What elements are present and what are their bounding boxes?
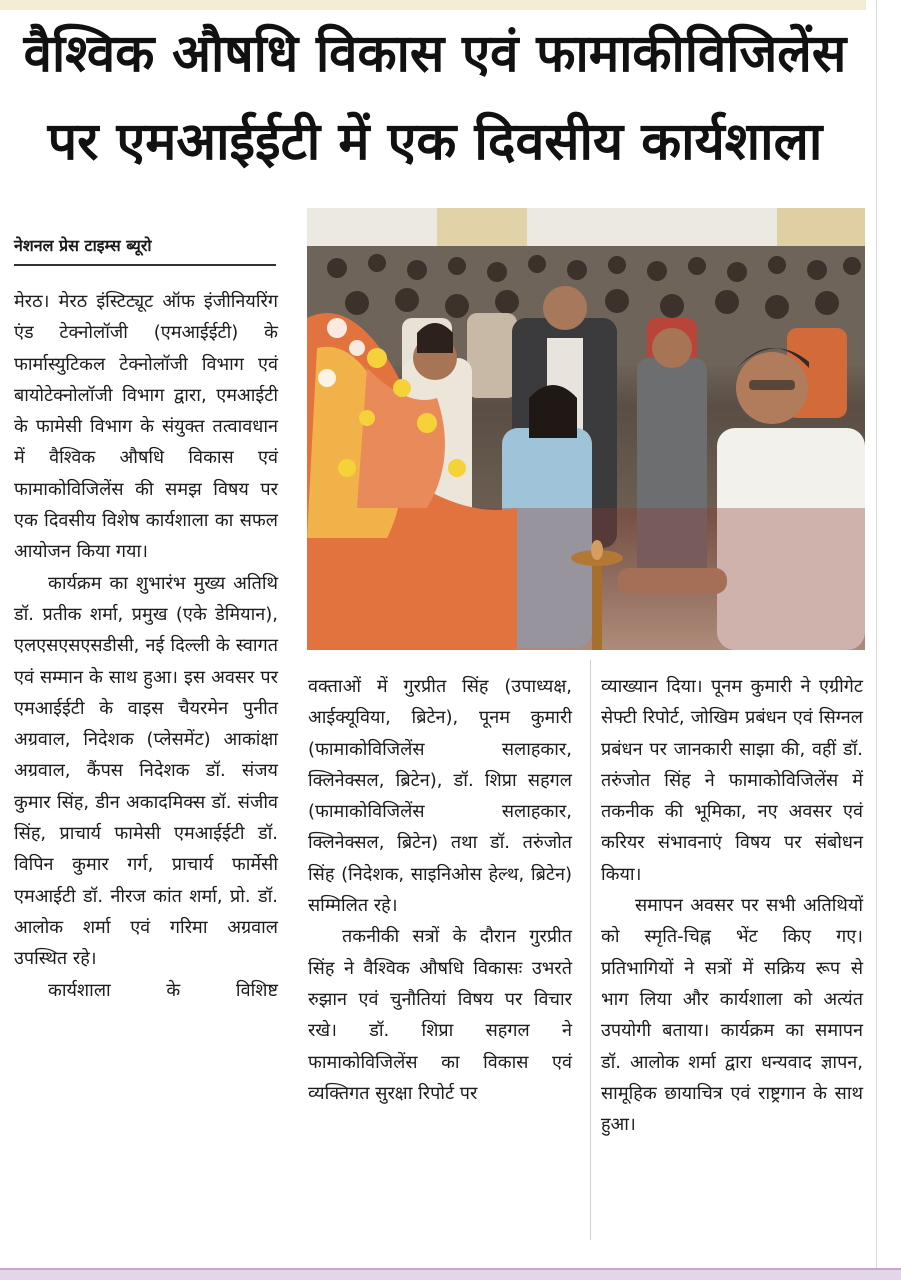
article-column-1 xyxy=(14,286,278,1006)
headline-line-1: वैश्विक औषधि विकास एवं फामाकीविजिलेंस xyxy=(23,24,847,84)
article-column-2 xyxy=(308,671,572,1109)
article-column-3 xyxy=(601,671,863,1140)
paragraph-speakers-start: कार्यशाला के विशिष्ट xyxy=(48,979,278,1001)
previous-article-strip xyxy=(0,0,866,10)
bottom-strip xyxy=(0,1270,901,1280)
paragraph-technical-sessions: तकनीकी सत्रों के दौरान गुरप्रीत सिंह ने वैश्विक औषधि विकासः उभरते रुझान एवं चुनौतियां विषय पर विचार रखे। डॉ. शिप्रा सहगल ने फामाकोविजिलेंस का विकास एवं व्यक्तिगत सुरक्षा रिपोर्ट पर xyxy=(308,926,572,1104)
byline: नेशनल प्रेस टाइम्स ब्यूरो xyxy=(14,234,276,266)
paragraph-inauguration: कार्यक्रम का शुभारंभ मुख्य अतिथि डॉ. प्रतीक शर्मा, प्रमुख (एके डेमियान), एलएसएसएसडीसी, नई दिल्ली के स्वागत एवं सम्मान के साथ हुआ। इस अवसर पर एमआईईटी के वाइस चैयरमेन पुनीत अग्रवाल, निदेशक (प्लेसमेंट) आकांक्षा अग्रवाल, कैंपस निदेशक डॉ. संजय कुमार सिंह, डीन अकादमिक्स डॉ. संजीव सिंह, प्राचार्य फामेसी एमआईईटी डॉ. विपिन कुमार गर्ग, प्राचार्य फार्मेसी एमआईटी डॉ. नीरज कांत शर्मा, प्रो. डॉ. आलोक शर्मा एवं गरिमा अग्रवाल उपस्थित रहे। xyxy=(14,572,278,970)
paragraph-intro: मेरठ। मेरठ इंस्टिट्यूट ऑफ इंजीनियरिंग एंड टेक्नोलॉजी (एमआईईटी) के फार्मास्युटिकल टेक्नोलॉजी विभाग एवं बायोटेक्नोलॉजी विभाग द्वारा, एमआईटी के फामेसी विभाग के संयुक्त तत्वावधान में वैश्विक औषधि विकास एवं फामाकोविजिलेंस की समझ विषय पर एक दिवसीय विशेष कार्यशाला का सफल आयोजन किया गया। xyxy=(14,291,278,563)
column-divider xyxy=(590,660,591,1240)
page-gutter xyxy=(876,0,877,1270)
headline-line-2: पर एमआईईटी में एक दिवसीय कार्यशाला xyxy=(47,112,823,172)
paragraph-sessions-continued: व्याख्यान दिया। पूनम कुमारी ने एग्रीगेट सेफ्टी रिपोर्ट, जोखिम प्रबंधन एवं सिग्नल प्रबंधन पर जानकारी साझा की, वहीं डॉ. तरुंजोत सिंह ने फामाकोविजिलेंस में तकनीक की भूमिका, नए अवसर एवं करियर संभावनाएं विषय पर संबोधन किया। xyxy=(601,676,863,885)
event-photo-illustration xyxy=(307,208,865,650)
event-photo xyxy=(307,208,865,650)
paragraph-closing: समापन अवसर पर सभी अतिथियों को स्मृति-चिह्न भेंट किए गए। प्रतिभागियों ने सत्रों में सक्रिय रूप से भाग लिया और कार्यशाला को अत्यंत उपयोगी बताया। कार्यक्रम का समापन डॉ. आलोक शर्मा द्वारा धन्यवाद ज्ञापन, सामूहिक छायाचित्र एवं राष्ट्रगान के साथ हुआ। xyxy=(601,895,863,1136)
paragraph-speakers: वक्ताओं में गुरप्रीत सिंह (उपाध्यक्ष, आईक्यूविया, ब्रिटेन), पूनम कुमारी (फामाकोविजिलेंस सलाहकार, क्लिनेक्सल, ब्रिटेन), डॉ. शिप्रा सहगल (फामाकोविजिलेंस सलाहकार, क्लिनेक्सल, ब्रिटेन) तथा डॉ. तरुंजोत सिंह (निदेशक, साइनिओस हेल्थ, ब्रिटेन) सम्मिलित रहे। xyxy=(308,676,572,917)
headline xyxy=(4,12,866,188)
